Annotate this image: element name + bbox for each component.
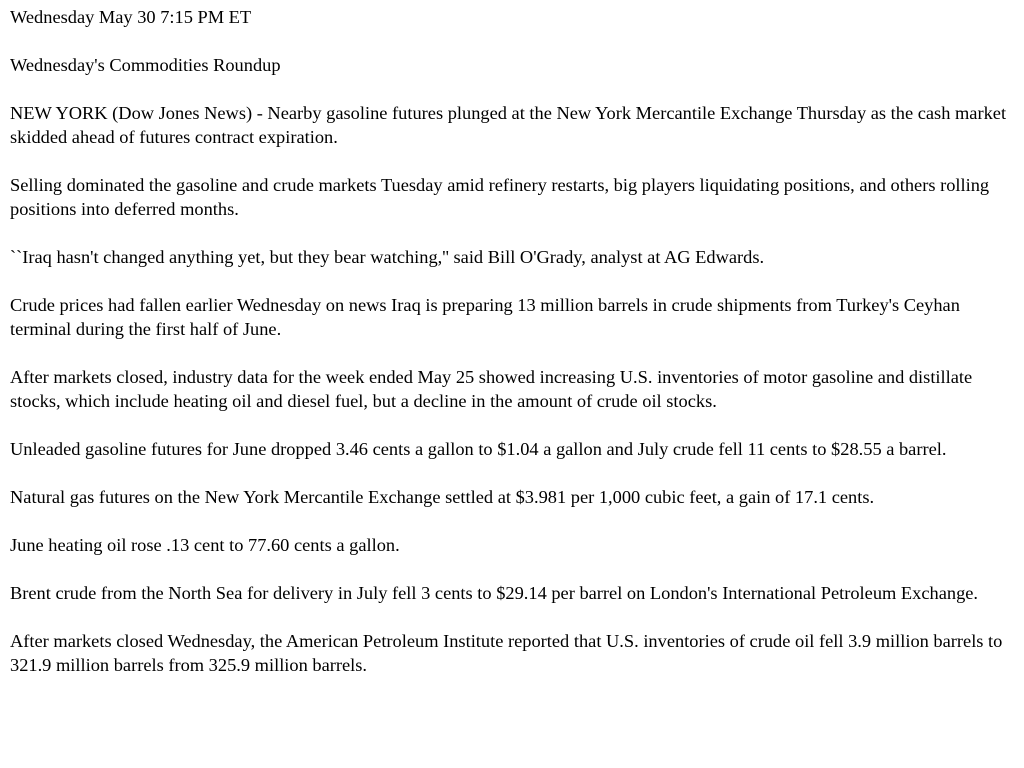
article-paragraph: Selling dominated the gasoline and crude markets Tuesday amid refinery restarts, big players liquidating positions, and others rolling positions into deferred months. bbox=[10, 175, 990, 219]
headline: Wednesday's Commodities Roundup bbox=[10, 55, 281, 75]
article-paragraph: After markets closed, industry data for the week ended May 25 showed increasing U.S. inventories of motor gasoline and distillate stocks, which include heating oil and diesel fuel, but a decline in the amount of crude oil stocks. bbox=[10, 367, 973, 411]
article-paragraph: ``Iraq hasn't changed anything yet, but they bear watching,'' said Bill O'Grady, analyst at AG Edwards. bbox=[10, 247, 765, 267]
article-paragraph: Unleaded gasoline futures for June dropped 3.46 cents a gallon to $1.04 a gallon and July crude fell 11 cents to $28.55 a barrel. bbox=[10, 439, 947, 459]
article-paragraph: NEW YORK (Dow Jones News) - Nearby gasoline futures plunged at the New York Mercantile Exchange Thursday as the cash market skidded ahead of futures contract expiration. bbox=[10, 103, 1007, 147]
dateline: Wednesday May 30 7:15 PM ET bbox=[10, 7, 252, 27]
article-paragraph: Natural gas futures on the New York Mercantile Exchange settled at $3.981 per 1,000 cubic feet, a gain of 17.1 cents. bbox=[10, 487, 875, 507]
article-paragraph: Crude prices had fallen earlier Wednesday on news Iraq is preparing 13 million barrels in crude shipments from Turkey's Ceyhan terminal during the first half of June. bbox=[10, 295, 960, 339]
article-paragraph: After markets closed Wednesday, the American Petroleum Institute reported that U.S. inventories of crude oil fell 3.9 million barrels to 321.9 million barrels from 325.9 million barrels. bbox=[10, 631, 1003, 675]
article-paragraph: June heating oil rose .13 cent to 77.60 cents a gallon. bbox=[10, 535, 400, 555]
article-paragraph: Brent crude from the North Sea for delivery in July fell 3 cents to $29.14 per barrel on London's International Petroleum Exchange. bbox=[10, 583, 979, 603]
